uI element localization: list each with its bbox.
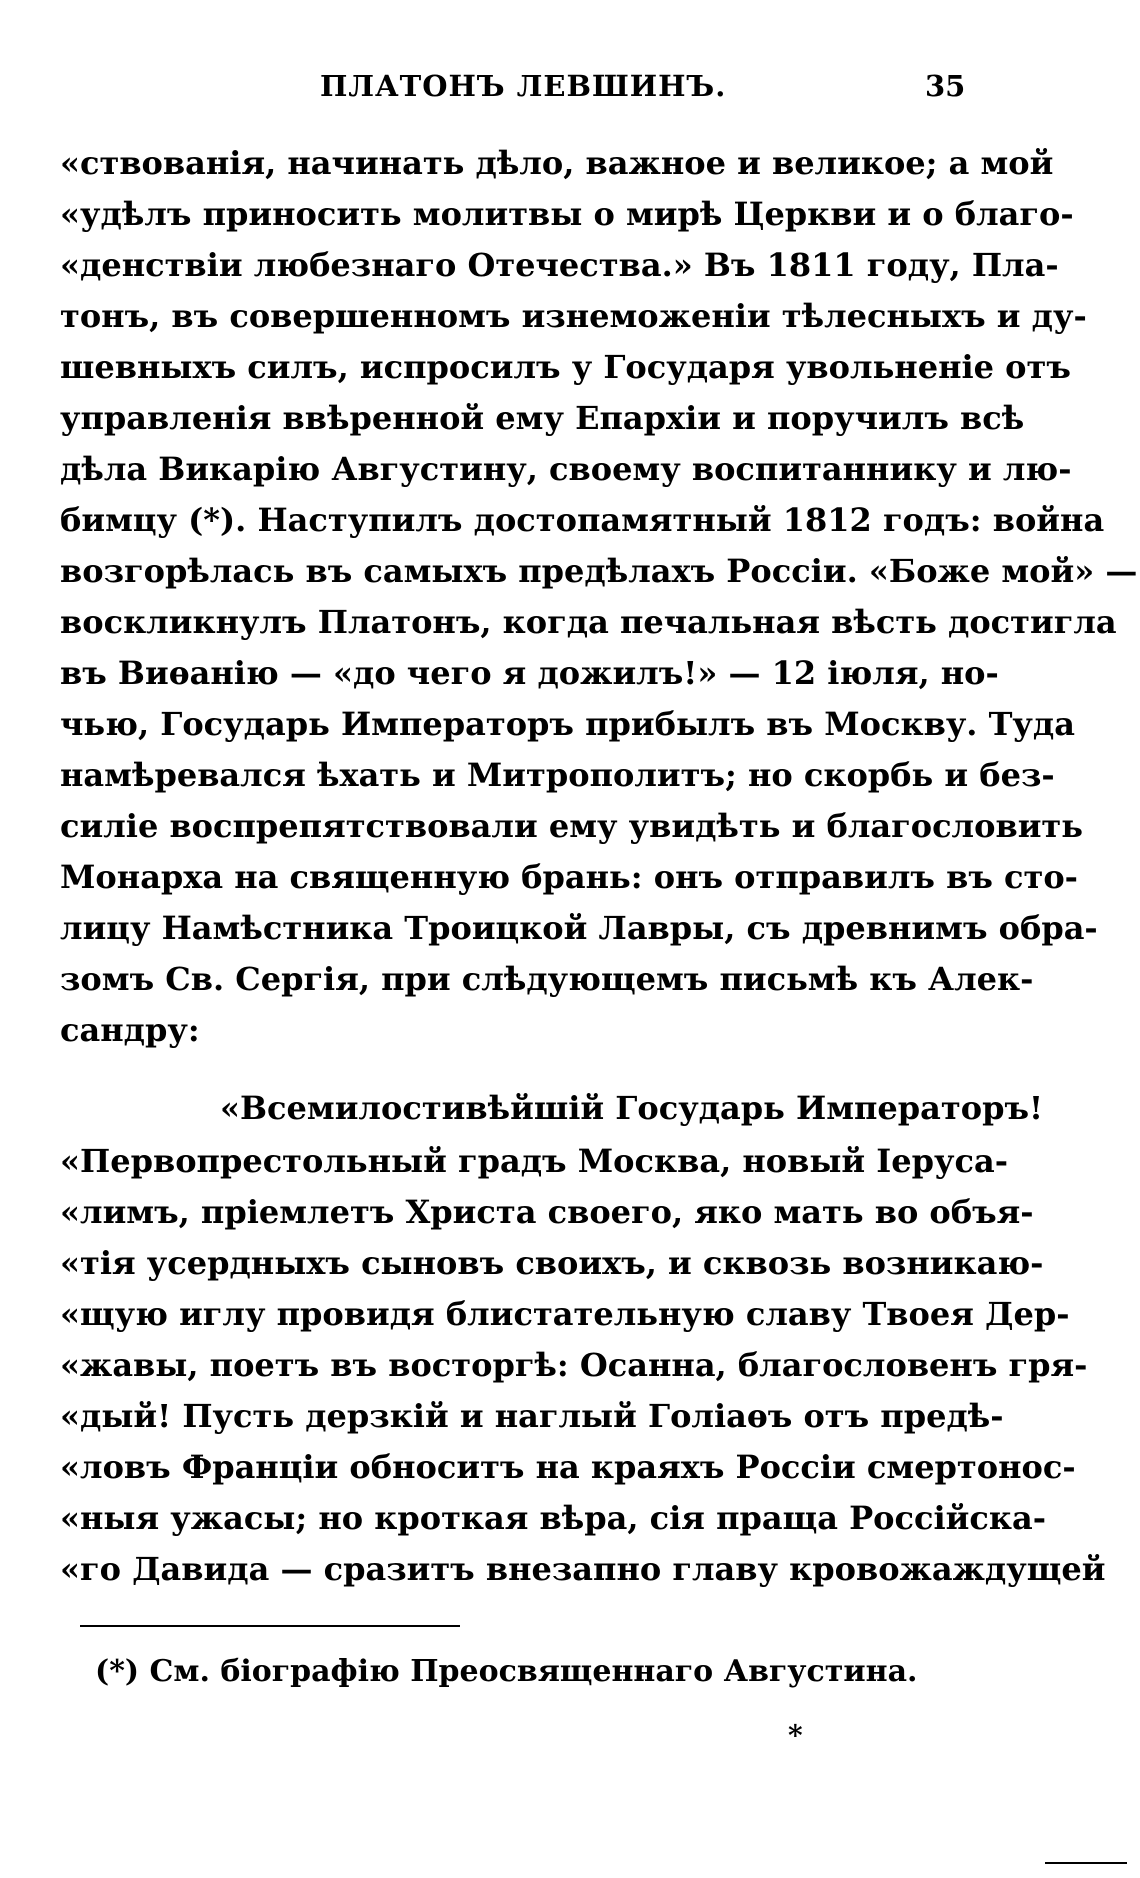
letter-line: «жавы, поетъ въ восторгѣ: Осанна, благословенъ гря-	[60, 1346, 1088, 1384]
text-line: бимцу (*). Наступилъ достопамятный 1812 годъ: война	[60, 501, 1105, 539]
letter-line: «ныя ужасы; но кроткая вѣра, сія праща Россійска-	[60, 1499, 1046, 1537]
page-number: 35	[925, 69, 966, 103]
letter-paragraph	[60, 1136, 1106, 1595]
text-line: воскликнулъ Платонъ, когда печальная вѣсть достигла	[60, 603, 1117, 641]
text-line: зомъ Св. Сергія, при слѣдующемъ письмѣ къ Алек-	[60, 960, 1034, 998]
text-line: дѣла Викарію Августину, своему воспитаннику и лю-	[60, 450, 1072, 488]
text-line: «удѣлъ приносить молитвы о мирѣ Церкви и о благо-	[60, 195, 1074, 233]
text-line: «ствованія, начинать дѣло, важное и великое; а мой	[60, 144, 1054, 182]
letter-line: «Первопрестольный градъ Москва, новый Іеруса-	[60, 1142, 1008, 1180]
text-line: «денствіи любезнаго Отечества.» Въ 1811 году, Пла-	[60, 246, 1059, 284]
letter-line: «дый! Пусть дерзкій и наглый Голіаѳъ отъ предѣ-	[60, 1397, 1004, 1435]
text-line: шевныхъ силъ, испросилъ у Государя увольненіе отъ	[60, 348, 1071, 386]
letter-line: «тія усердныхъ сыновъ своихъ, и сквозь возникаю-	[60, 1244, 1044, 1282]
corner-divider	[1045, 1862, 1127, 1864]
letter-line: «ловъ Франціи обноситъ на краяхъ Россіи смертонос-	[60, 1448, 1076, 1486]
main-paragraph	[60, 138, 1138, 1056]
text-line: тонъ, въ совершенномъ изнеможеніи тѣлесныхъ и ду-	[60, 297, 1087, 335]
running-title: ПЛАТОНЪ ЛЕВШИНЪ.	[320, 69, 727, 103]
text-line: чью, Государь Императоръ прибылъ въ Москву. Туда	[60, 705, 1075, 743]
text-line: управленія ввѣренной ему Епархіи и поручилъ всѣ	[60, 399, 1025, 437]
signature-mark: *	[788, 1719, 803, 1752]
text-line: намѣревался ѣхать и Митрополитъ; но скорбь и без-	[60, 756, 1055, 794]
letter-line: «го Давида — сразитъ внезапно главу кровожаждущей	[60, 1550, 1106, 1588]
text-line: въ Виѳанію — «до чего я дожилъ!» — 12 іюля, но-	[60, 654, 999, 692]
text-line: возгорѣлась въ самыхъ предѣлахъ Россіи. «Боже мой» —	[60, 552, 1138, 590]
text-line: лицу Намѣстника Троицкой Лавры, съ древнимъ обра-	[60, 909, 1098, 947]
letter-line: «лимъ, пріемлетъ Христа своего, яко мать во объя-	[60, 1193, 1034, 1231]
text-line: Монарха на священную брань: онъ отправилъ въ сто-	[60, 858, 1078, 896]
letter-salutation: «Всемилостивѣйшій Государь Императоръ!	[220, 1089, 1044, 1127]
text-line: сандру:	[60, 1011, 200, 1049]
letter-line: «щую иглу провидя блистательную славу Твоея Дер-	[60, 1295, 1070, 1333]
text-line: силіе воспрепятствовали ему увидѣть и благословить	[60, 807, 1083, 845]
footnote-divider	[80, 1625, 460, 1627]
footnote: (*) См. біографію Преосвященнаго Августина.	[95, 1654, 918, 1689]
